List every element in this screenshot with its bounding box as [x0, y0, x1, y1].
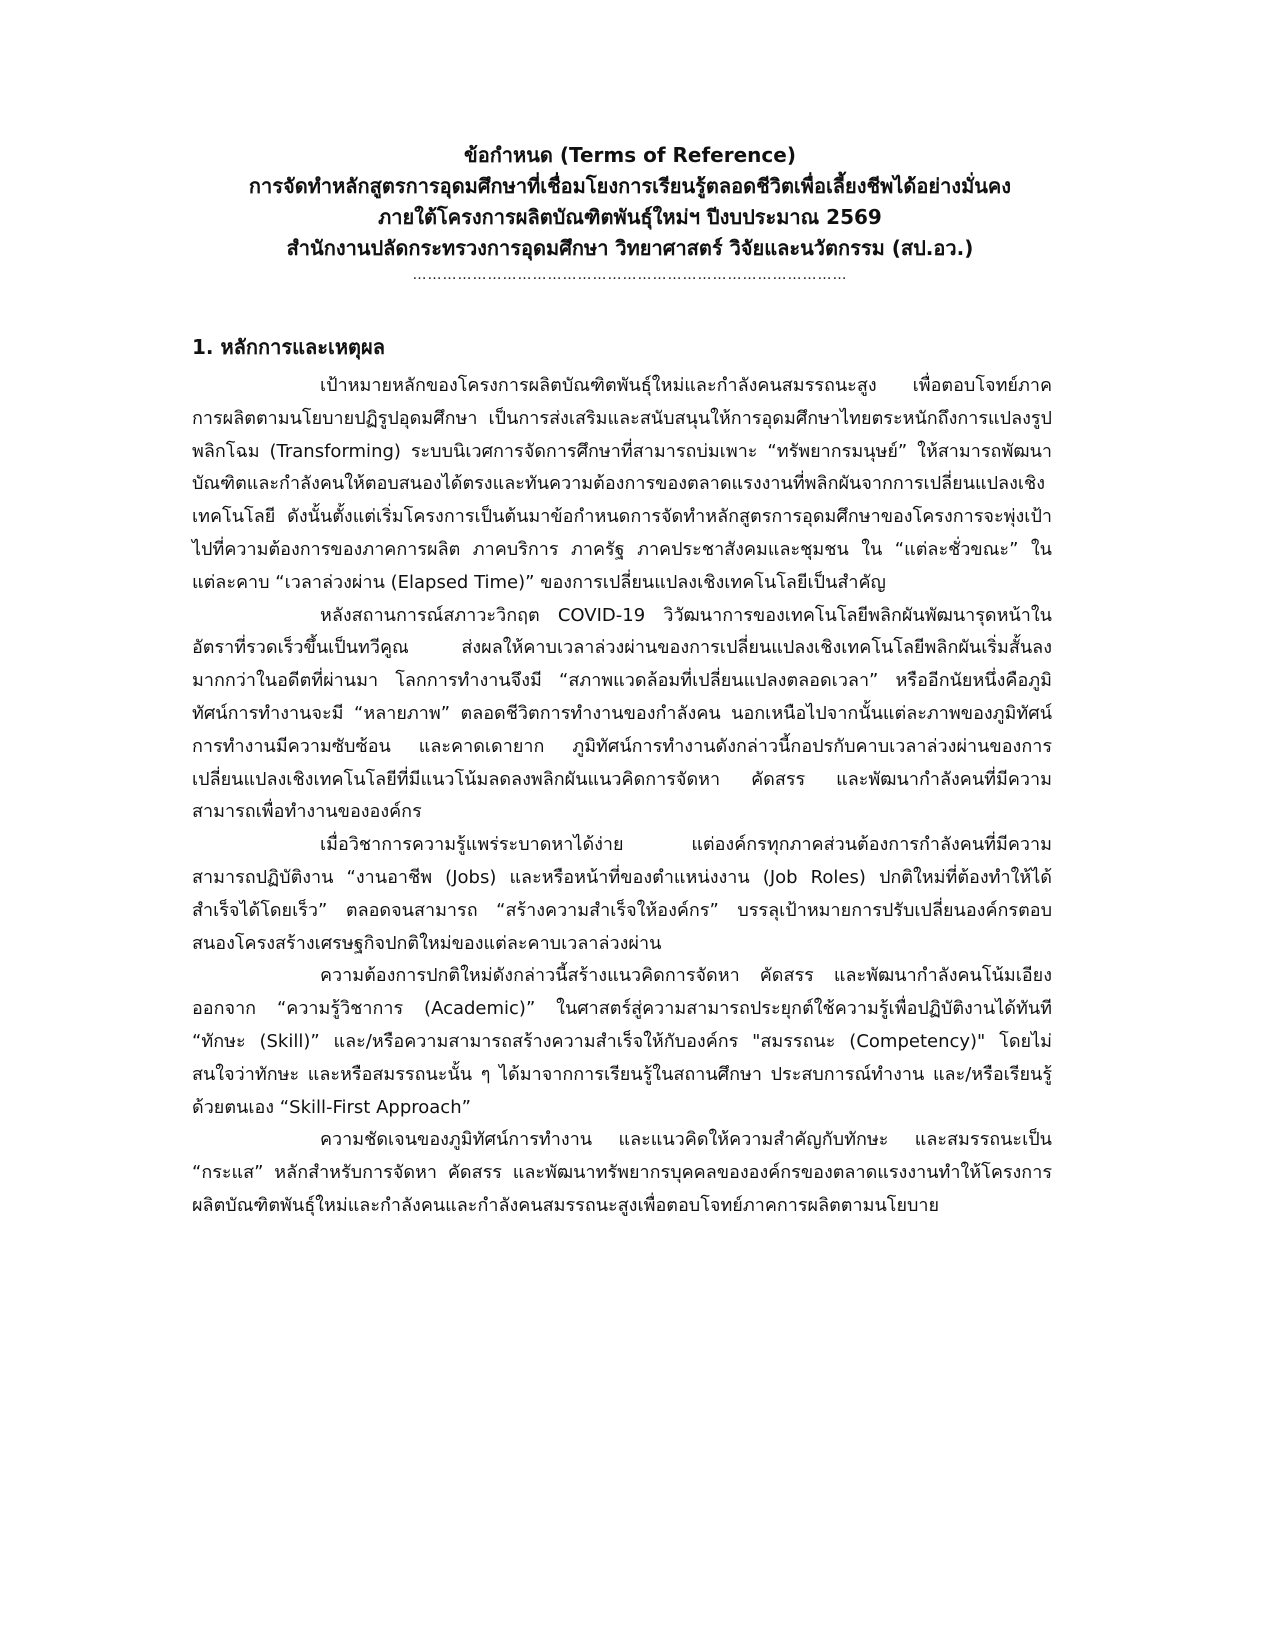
- document-subtitle-agency: สำนักงานปลัดกระทรวงการอุดมศึกษา วิทยาศาสตร์ วิจัยและนวัตกรรม (สป.อว.): [286, 236, 974, 260]
- paragraph-2: หลังสถานการณ์สภาวะวิกฤต COVID-19 วิวัฒนาการของเทคโนโลยีพลิกผันพัฒนารุดหน้าในอัตราที่รวดเร็วขึ้นเป็นทวีคูณ ส่งผลให้คาบเวลาล่วงผ่านของการเปลี่ยนแปลงเชิงเทคโนโลยีพลิกผันเริ่มสั้นลงมากกว่าในอดีตที่ผ่านมา โลกการทำงานจึงมี “สภาพแวดล้อมที่เปลี่ยนแปลงตลอดเวลา” หรืออีกนัยหนึ่งคือภูมิทัศน์การทำงานจะมี “หลายภาพ” ตลอดชีวิตการทำงานของกำลังคน นอกเหนือไปจากนั้นแต่ละภาพของภูมิทัศน์การทำงานมีความซับซ้อน และคาดเดายาก ภูมิทัศน์การทำงานดังกล่าวนี้กอปรกับคาบเวลาล่วงผ่านของการเปลี่ยนแปลงเชิงเทคโนโลยีที่มีแนวโน้มลดลงพลิกผันแนวคิดการจัดหา คัดสรร และพัฒนากำลังคนที่มีความสามารถเพื่อทำงานขององค์กร: [192, 604, 1052, 823]
- document-subtitle-program: ภายใต้โครงการผลิตบัณฑิตพันธุ์ใหม่ฯ ปีงบประมาณ 2569: [378, 205, 882, 229]
- document-title: ข้อกำหนด (Terms of Reference): [464, 143, 796, 167]
- header-separator: ……………………………………………………………………………: [412, 267, 848, 283]
- paragraph-4: ความต้องการปกติใหม่ดังกล่าวนี้สร้างแนวคิดการจัดหา คัดสรร และพัฒนากำลังคนโน้มเอียงออกจาก “ความรู้วิชาการ (Academic)” ในศาสตร์สู่ความสามารถประยุกต์ใช้ความรู้เพื่อปฏิบัติงานได้ทันที “ทักษะ (Skill)” และ/หรือความสามารถสร้างความสำเร็จให้กับองค์กร "สมรรถนะ (Competency)" โดยไม่สนใจว่าทักษะ และหรือสมรรถนะนั้น ๆ ได้มาจากการเรียนรู้ในสถานศึกษา ประสบการณ์ทำงาน และ/หรือเรียนรู้ด้วยตนเอง “Skill-First Approach”: [192, 965, 1052, 1118]
- paragraph-1: เป้าหมายหลักของโครงการผลิตบัณฑิตพันธุ์ใหม่และกำลังคนสมรรถนะสูง เพื่อตอบโจทย์ภาคการผลิตตามนโยบายปฏิรูปอุดมศึกษา เป็นการส่งเสริมและสนับสนุนให้การอุดมศึกษาไทยตระหนักถึงการแปลงรูปพลิกโฉม (Transforming) ระบบนิเวศการจัดการศึกษาที่สามารถบ่มเพาะ “ทรัพยากรมนุษย์” ให้สามารถพัฒนาบัณฑิตและกำลังคนให้ตอบสนองได้ตรงและทันความต้องการของตลาดแรงงานที่พลิกผันจากการเปลี่ยนแปลงเชิงเทคโนโลยี ดังนั้นตั้งแต่เริ่มโครงการเป็นต้นมาข้อกำหนดการจัดทำหลักสูตรการอุดมศึกษาของโครงการจะพุ่งเป้าไปที่ความต้องการของภาคการผลิต ภาคบริการ ภาครัฐ ภาคประชาสังคมและชุมชน ใน “แต่ละชั่วขณะ” ในแต่ละคาบ “เวลาล่วงผ่าน (Elapsed Time)” ของการเปลี่ยนแปลงเชิงเทคโนโลยีเป็นสำคัญ: [192, 375, 1052, 593]
- section-heading: 1. หลักการและเหตุผล: [192, 335, 385, 359]
- paragraph-3: เมื่อวิชาการความรู้แพร่ระบาดหาได้ง่าย แต่องค์กรทุกภาคส่วนต้องการกำลังคนที่มีความสามารถปฏิบัติงาน “งานอาชีพ (Jobs) และหรือหน้าที่ของตำแหน่งงาน (Job Roles) ปกติใหม่ที่ต้องทำให้ได้สำเร็จได้โดยเร็ว” ตลอดจนสามารถ “สร้างความสำเร็จให้องค์กร” บรรลุเป้าหมายการปรับเปลี่ยนองค์กรตอบสนองโครงสร้างเศรษฐกิจปกติใหม่ของแต่ละคาบเวลาล่วงผ่าน: [192, 834, 1052, 954]
- document-body: [192, 370, 1052, 1223]
- document-header: [180, 140, 1080, 282]
- paragraph-5: ความชัดเจนของภูมิทัศน์การทำงาน และแนวคิดให้ความสำคัญกับทักษะ และสมรรถนะเป็น “กระแส” หลักสำหรับการจัดหา คัดสรร และพัฒนาทรัพยากรบุคคลขององค์กรของตลาดแรงงานทำให้โครงการผลิตบัณฑิตพันธุ์ใหม่และกำลังคนและกำลังคนสมรรถนะสูงเพื่อตอบโจทย์ภาคการผลิตตามนโยบาย: [192, 1129, 1052, 1216]
- document-subtitle-project: การจัดทำหลักสูตรการอุดมศึกษาที่เชื่อมโยงการเรียนรู้ตลอดชีวิตเพื่อเลี้ยงชีพได้อย่างมั่นคง: [248, 174, 1012, 198]
